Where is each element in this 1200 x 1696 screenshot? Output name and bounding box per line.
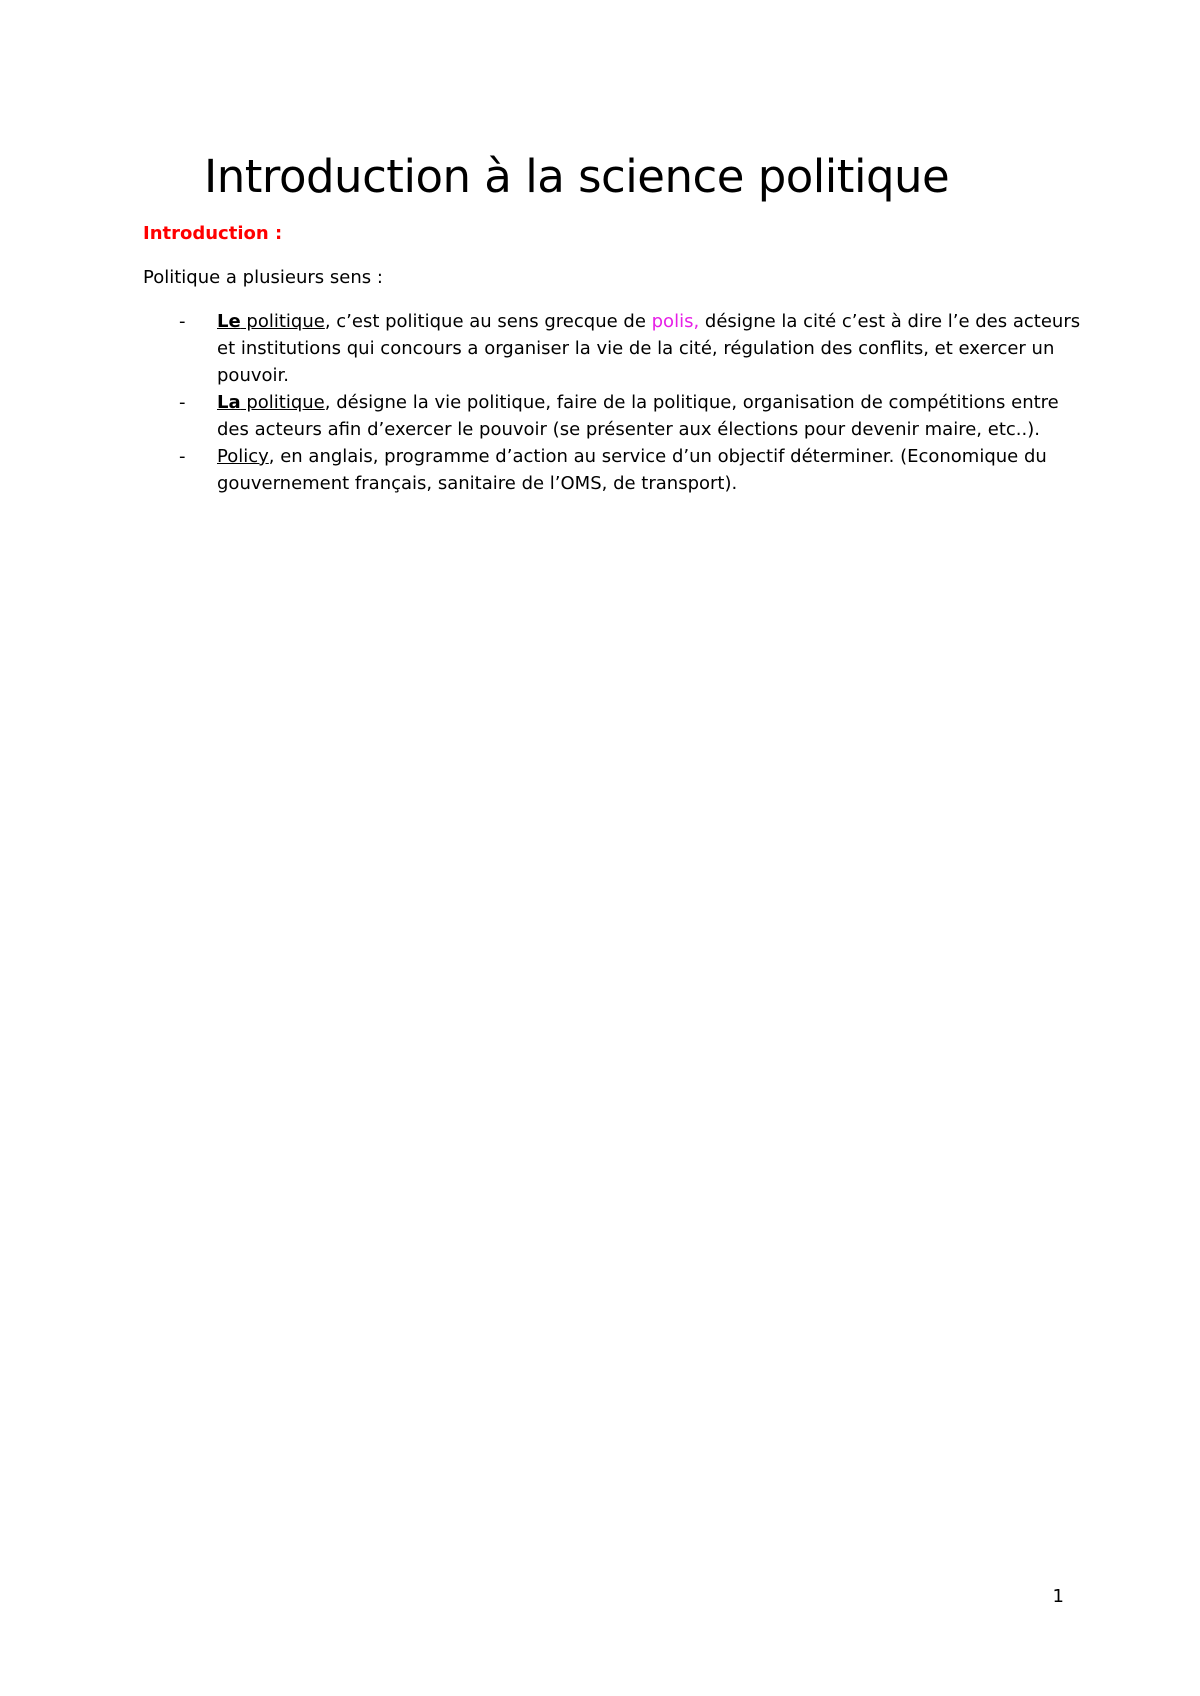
item-text-continued: désigne la cité c’est à dire l’e des acteurs et institutions qui concours a organiser la vie de la cité, régulation des conflits, et exercer un pouvoir.	[217, 311, 1081, 386]
definition-list	[143, 308, 1083, 497]
page-number: 1	[1052, 1586, 1064, 1607]
term-word: politique	[240, 392, 325, 413]
term-article: Le	[217, 311, 241, 332]
term-article: La	[217, 392, 241, 413]
term-le-politique	[217, 311, 325, 332]
list-item-la-politique	[143, 389, 1083, 443]
polis-highlight: polis,	[651, 311, 700, 332]
term-la-politique	[217, 392, 325, 413]
document-title: Introduction à la science politique	[204, 150, 950, 203]
item-text: , c’est politique au sens grecque de	[324, 311, 652, 332]
section-heading: Introduction :	[143, 223, 283, 244]
list-dash: -	[179, 446, 186, 467]
intro-line: Politique a plusieurs sens :	[143, 267, 383, 288]
item-text: , désigne la vie politique, faire de la politique, organisation de compétitions entre des acteurs afin d’exercer le pouvoir (se présenter aux élections pour devenir maire, etc..).	[217, 392, 1059, 440]
term-word: politique	[240, 311, 325, 332]
term-policy: Policy	[217, 446, 269, 467]
list-dash: -	[179, 311, 186, 332]
list-item-le-politique	[143, 308, 1083, 389]
list-item-policy	[143, 443, 1083, 497]
list-dash: -	[179, 392, 186, 413]
item-text: , en anglais, programme d’action au service d’un objectif déterminer. (Economique du gouvernement français, sanitaire de l’OMS, de transport).	[217, 446, 1047, 494]
